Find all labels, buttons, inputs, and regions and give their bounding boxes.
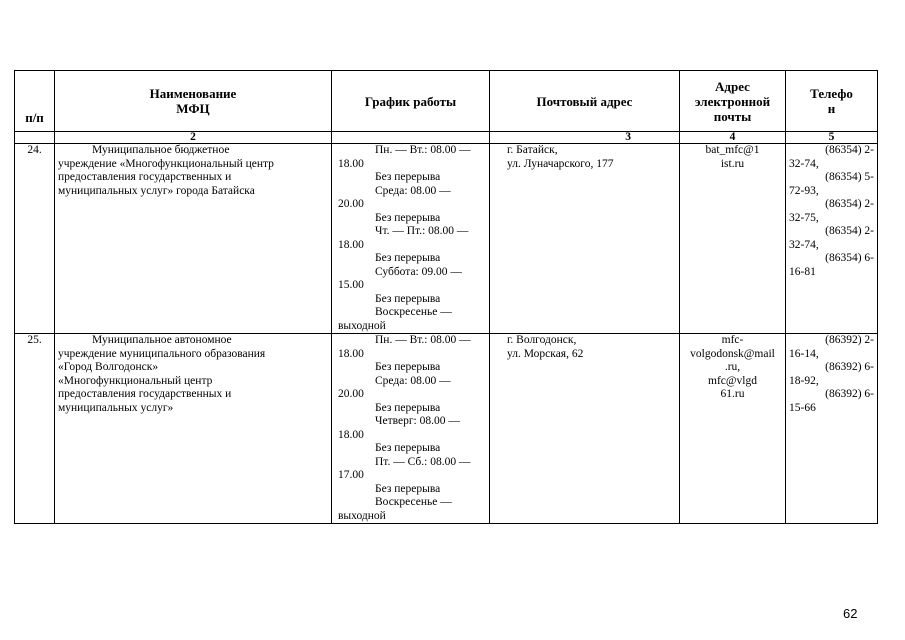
header-address: Почтовый адрес <box>490 71 680 132</box>
postal-address <box>490 144 680 334</box>
schedule <box>332 144 490 334</box>
header-email-line: Адрес <box>715 78 750 94</box>
schedule-line: Без перерыва <box>375 482 441 495</box>
phone-line: 15-66 <box>789 401 816 414</box>
table-row <box>15 334 878 524</box>
column-number <box>15 132 55 144</box>
email-line: mfc- <box>721 334 744 346</box>
phone-line: (86354) 6- <box>825 252 874 264</box>
name-line: учреждение «Многофункциональный центр <box>58 157 274 170</box>
schedule-line: Без перерыва <box>375 361 441 373</box>
column-number: 5 <box>786 132 878 144</box>
column-number-row <box>15 132 878 144</box>
schedule-line: 18.00 <box>338 157 364 170</box>
header-email-line: электронной <box>694 93 771 109</box>
schedule-line: Без перерыва <box>375 442 441 454</box>
phone-line: 32-75, <box>789 211 819 224</box>
phone-line: 18-92, <box>789 374 819 387</box>
schedule-line: 17.00 <box>338 469 364 481</box>
schedule-line: Без перерыва <box>375 292 441 305</box>
schedule-line: Четверг: 08.00 — <box>375 415 460 427</box>
schedule-line: 15.00 <box>338 279 364 291</box>
column-number: 4 <box>680 132 786 144</box>
name-line <box>58 334 328 348</box>
name-line: муниципальных услуг» города Батайска <box>58 184 255 197</box>
schedule-line: Пн. — Вт.: 08.00 — <box>375 144 471 156</box>
name-text: Муниципальное бюджетное <box>92 144 230 156</box>
header-phone <box>786 71 878 132</box>
name-text: Муниципальное автономное <box>92 334 232 346</box>
email-line: mfc@vlgd <box>708 374 757 387</box>
name-line: «Город Волгодонск» <box>58 361 159 373</box>
mfc-name <box>55 144 332 334</box>
phone-line: 32-74, <box>789 238 819 251</box>
header-num: п/п <box>15 71 55 132</box>
header-email <box>680 71 786 132</box>
phone-numbers <box>786 144 878 334</box>
schedule-line: Среда: 08.00 — <box>375 184 451 197</box>
phone-line: 16-14, <box>789 347 819 360</box>
header-row <box>15 71 878 132</box>
row-number: 24. <box>15 144 55 334</box>
phone-line: (86392) 6- <box>825 388 874 400</box>
schedule-line: 18.00 <box>338 347 364 360</box>
page-number: 62 <box>843 606 858 621</box>
schedule <box>332 334 490 524</box>
email-address <box>680 334 786 524</box>
phone-line: (86354) 2- <box>825 198 874 210</box>
schedule-line: Чт. — Пт.: 08.00 — <box>375 225 469 237</box>
email-line: .ru, <box>724 361 741 373</box>
schedule-line: выходной <box>338 509 386 522</box>
name-text: предоставления государственных и <box>58 171 232 183</box>
name-line: предоставления государственных и <box>58 388 232 400</box>
schedule-line: Пн. — Вт.: 08.00 — <box>375 334 471 346</box>
phone-line: (86354) 2- <box>825 144 874 156</box>
address-line: г. Волгодонск, <box>507 334 577 346</box>
email-line: bat_mfc@1 <box>705 144 760 156</box>
header-schedule: График работы <box>332 71 490 132</box>
header-phone-line: Телефо <box>810 86 853 101</box>
schedule-line: Без перерыва <box>375 211 441 224</box>
email-line: 61.ru <box>720 388 745 400</box>
schedule-line: 20.00 <box>338 198 364 210</box>
address-line: г. Батайск, <box>507 144 558 156</box>
row-number: 25. <box>15 334 55 524</box>
header-name-line: Наименование <box>149 86 237 101</box>
phone-line: (86392) 2- <box>825 334 874 346</box>
mfc-table <box>14 70 878 524</box>
schedule-line: Воскресенье — <box>375 496 452 508</box>
email-line: volgodonsk@mail <box>690 347 775 360</box>
header-name <box>55 71 332 132</box>
table-row <box>15 144 878 334</box>
postal-address <box>490 334 680 524</box>
name-line <box>58 171 328 185</box>
column-number: 3 <box>490 132 680 144</box>
name-line: «Многофункциональный центр <box>58 374 213 387</box>
phone-line: 16-81 <box>789 265 816 278</box>
column-number <box>332 132 490 144</box>
address-line: ул. Луначарского, 177 <box>507 157 614 170</box>
header-phone-line: н <box>827 101 836 116</box>
schedule-line: выходной <box>338 319 386 332</box>
name-line <box>58 144 328 158</box>
phone-line: 72-93, <box>789 184 819 197</box>
schedule-line: 18.00 <box>338 238 364 251</box>
schedule-line: Среда: 08.00 — <box>375 374 451 387</box>
mfc-name <box>55 334 332 524</box>
address-line: ул. Морская, 62 <box>507 347 584 360</box>
schedule-line: Без перерыва <box>375 171 441 183</box>
schedule-line: Суббота: 09.00 — <box>375 265 462 278</box>
phone-line: 32-74, <box>789 157 819 170</box>
phone-line: (86392) 6- <box>825 361 874 373</box>
schedule-line: Воскресенье — <box>375 306 452 318</box>
email-address <box>680 144 786 334</box>
column-number: 2 <box>55 132 332 144</box>
schedule-line: Без перерыва <box>375 252 441 264</box>
schedule-line: 18.00 <box>338 428 364 441</box>
phone-line: (86354) 5- <box>825 171 874 183</box>
name-line: учреждение муниципального образования <box>58 347 266 360</box>
schedule-line: Пт. — Сб.: 08.00 — <box>375 455 471 468</box>
phone-numbers <box>786 334 878 524</box>
phone-line: (86354) 2- <box>825 225 874 237</box>
header-email-line: почты <box>713 108 752 124</box>
schedule-line: 20.00 <box>338 388 364 400</box>
header-name-line: МФЦ <box>176 101 210 116</box>
email-line: ist.ru <box>720 157 745 170</box>
name-line: муниципальных услуг» <box>58 401 174 414</box>
schedule-line: Без перерыва <box>375 401 441 414</box>
